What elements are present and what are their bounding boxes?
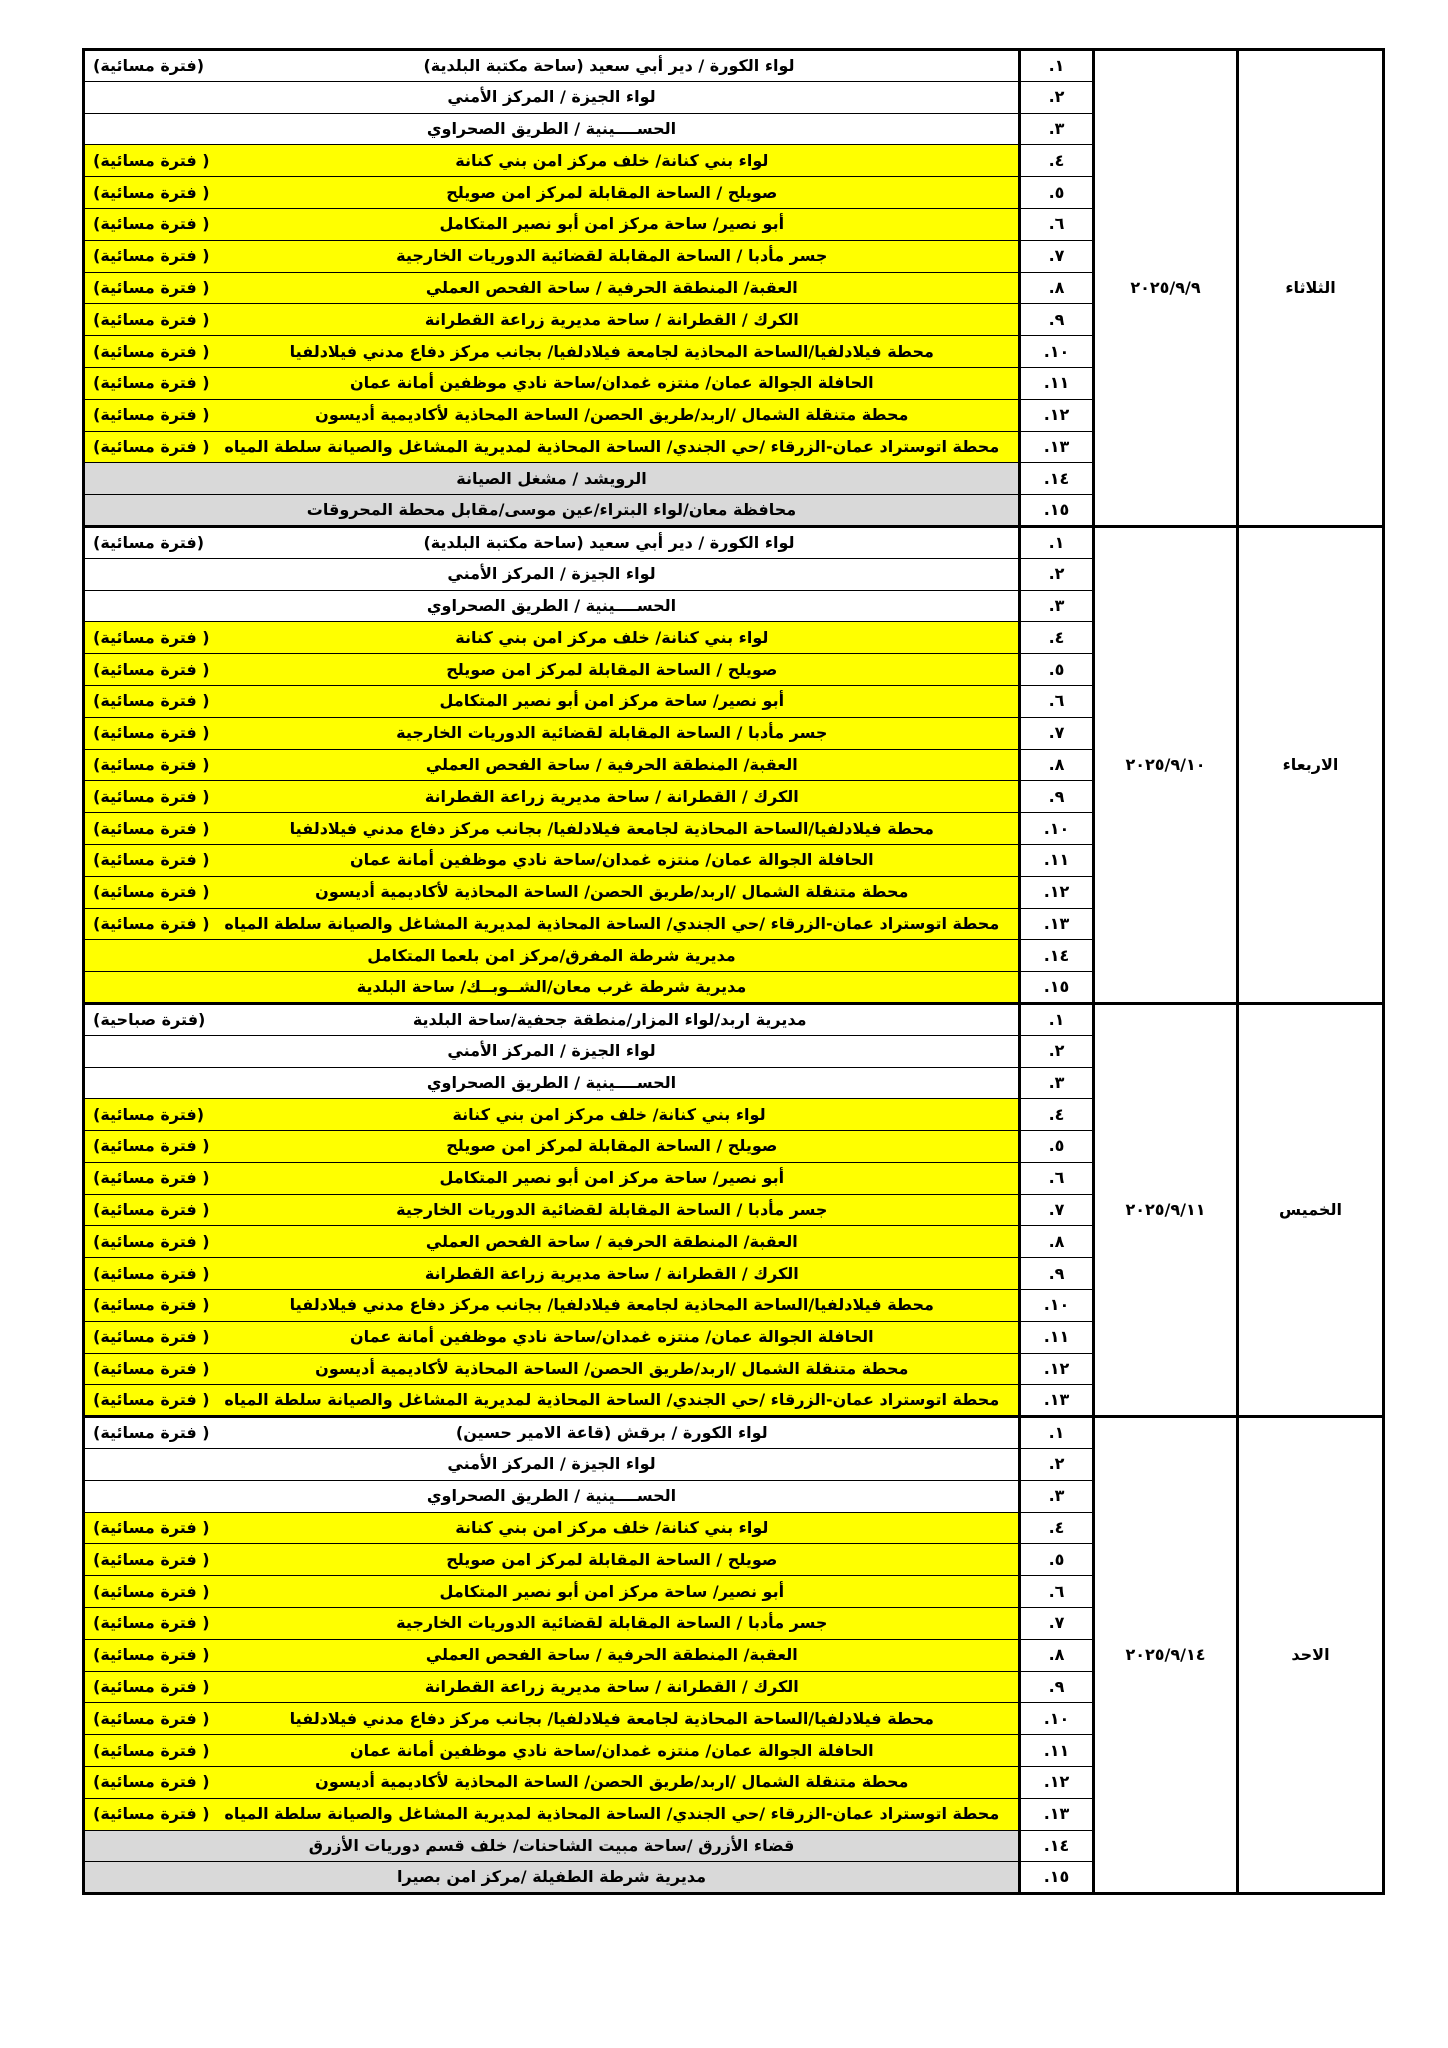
period-label: ( فترة مسائية) — [93, 1804, 210, 1824]
location-cell-content — [89, 532, 1014, 552]
location-cell-content — [89, 725, 1014, 741]
location-cell-content — [89, 1615, 1014, 1631]
location-cell-content — [89, 436, 1014, 456]
location-cell-content — [89, 407, 1014, 423]
location-cell — [84, 1003, 1020, 1035]
location-cell-content — [89, 1361, 1014, 1377]
location-cell — [84, 1417, 1020, 1449]
location-text: أبو نصير/ ساحة مركز امن أبو نصير المتكامل — [439, 1581, 785, 1601]
location-cell — [84, 685, 1020, 717]
location-cell-content — [89, 627, 1014, 647]
location-cell-content — [89, 1202, 1014, 1218]
location-cell-content — [89, 1170, 1014, 1186]
row-number: .٢ — [1020, 1449, 1094, 1481]
location-cell-content — [89, 1708, 1014, 1728]
location-text: الرويشد / مشغل الصيانة — [456, 468, 647, 488]
location-cell — [84, 1862, 1020, 1894]
location-cell — [84, 495, 1020, 527]
row-number: .٥ — [1020, 654, 1094, 686]
location-text: صويلح / الساحة المقابلة لمركز امن صويلح — [446, 1549, 778, 1569]
date-cell: ٢٠٢٥/٩/١١ — [1094, 1003, 1238, 1416]
location-cell-content — [89, 309, 1014, 329]
location-cell — [84, 590, 1020, 622]
location-cell — [84, 813, 1020, 845]
location-cell-content — [89, 375, 1014, 391]
location-text: الكرك / القطرانة / ساحة مديرية زراعة القطرانة — [424, 786, 799, 806]
location-text: صويلح / الساحة المقابلة لمركز امن صويلح — [446, 659, 778, 679]
row-number: .٤ — [1020, 145, 1094, 177]
period-label: (فترة مسائية) — [93, 532, 205, 552]
location-text: صويلح / الساحة المقابلة لمركز امن صويلح — [446, 182, 778, 202]
row-number: .١٠ — [1020, 336, 1094, 368]
day-cell: الاحد — [1238, 1417, 1384, 1894]
row-number: .٥ — [1020, 177, 1094, 209]
location-cell-content — [89, 1043, 1014, 1059]
location-cell — [84, 1321, 1020, 1353]
row-number: .٨ — [1020, 1226, 1094, 1258]
row-number: .٣ — [1020, 590, 1094, 622]
location-text: الحافلة الجوالة عمان/ منتزه غمدان/ساحة نادي موظفين أمانة عمان — [349, 1327, 874, 1347]
row-number: .١٥ — [1020, 972, 1094, 1004]
period-label: ( فترة مسائية) — [93, 1549, 210, 1569]
row-number: .٨ — [1020, 272, 1094, 304]
location-text: العقبة/ المنطقة الحرفية / ساحة الفحص العملي — [425, 1645, 798, 1665]
location-cell-content — [89, 341, 1014, 361]
location-cell-content — [89, 659, 1014, 679]
location-text: مديرية شرطة غرب معان/الشــوبــك/ ساحة البلدية — [356, 977, 747, 996]
location-cell — [84, 431, 1020, 463]
location-cell — [84, 972, 1020, 1004]
location-cell — [84, 463, 1020, 495]
period-label: ( فترة مسائية) — [93, 1359, 210, 1379]
location-cell — [84, 1798, 1020, 1830]
row-number: .٦ — [1020, 208, 1094, 240]
location-text: مديرية شرطة الطفيلة /مركز امن بصيرا — [397, 1867, 706, 1887]
period-label: ( فترة مسائية) — [93, 246, 210, 266]
location-text: مديرية اربد/لواء المزار/منطقة جحفية/ساحة البلدية — [412, 1009, 807, 1029]
row-number: .١٤ — [1020, 940, 1094, 972]
period-label: ( فترة مسائية) — [93, 214, 210, 234]
location-cell — [84, 1131, 1020, 1163]
row-number: .١٤ — [1020, 1830, 1094, 1862]
location-cell — [84, 1258, 1020, 1290]
location-cell — [84, 526, 1020, 558]
row-number: .٣ — [1020, 1480, 1094, 1512]
location-cell-content — [89, 150, 1014, 170]
location-cell-content — [89, 182, 1014, 202]
row-number: .٤ — [1020, 622, 1094, 654]
row-number: .٧ — [1020, 1608, 1094, 1640]
location-cell — [84, 336, 1020, 368]
location-text: لواء الجيزة / المركز الأمني — [447, 1041, 656, 1061]
day-cell: الثلاثاء — [1238, 50, 1384, 527]
location-text: لواء الجيزة / المركز الأمني — [447, 1454, 656, 1474]
location-cell-content — [89, 1679, 1014, 1695]
location-text: لواء الكورة / دير أبي سعيد (ساحة مكتبة البلدية) — [423, 55, 795, 75]
location-cell — [84, 1480, 1020, 1512]
location-cell — [84, 50, 1020, 82]
location-cell-content — [89, 55, 1014, 75]
location-cell — [84, 208, 1020, 240]
location-cell-content — [89, 786, 1014, 806]
row-number: .٦ — [1020, 1162, 1094, 1194]
row-number: .١٣ — [1020, 431, 1094, 463]
schedule-row — [84, 526, 1384, 558]
location-text: محافظة معان/لواء البتراء/عين موسى/مقابل محطة المحروقات — [306, 500, 797, 520]
location-cell — [84, 240, 1020, 272]
location-cell-content — [89, 566, 1014, 582]
location-text: محطة فيلادلفيا/الساحة المحاذية لجامعة فيلادلفيا/ بجانب مركز دفاع مدني فيلادلفيا — [289, 1708, 934, 1728]
period-label: ( فترة مسائية) — [93, 277, 210, 297]
location-text: أبو نصير/ ساحة مركز امن أبو نصير المتكامل — [439, 214, 785, 234]
location-text: الحافلة الجوالة عمان/ منتزه غمدان/ساحة نادي موظفين أمانة عمان — [349, 1740, 874, 1760]
row-number: .٨ — [1020, 749, 1094, 781]
location-cell-content — [89, 913, 1014, 933]
row-number: .١٥ — [1020, 495, 1094, 527]
location-text: جسر مأدبا / الساحة المقابلة لقضائية الدوريات الخارجية — [396, 723, 828, 743]
period-label: ( فترة مسائية) — [93, 913, 210, 933]
period-label: ( فترة مسائية) — [93, 182, 210, 202]
schedule-row — [84, 1003, 1384, 1035]
period-label: (فترة صباحية) — [93, 1009, 206, 1029]
location-cell-content — [89, 468, 1014, 488]
row-number: .٧ — [1020, 717, 1094, 749]
location-cell-content — [89, 1297, 1014, 1313]
location-text: لواء الجيزة / المركز الأمني — [447, 564, 656, 584]
location-text: لواء الكورة / برقش (قاعة الامير حسين) — [455, 1423, 768, 1443]
location-text: صويلح / الساحة المقابلة لمركز امن صويلح — [446, 1136, 778, 1156]
row-number: .١١ — [1020, 1735, 1094, 1767]
location-cell — [84, 717, 1020, 749]
location-cell — [84, 1608, 1020, 1640]
location-cell-content — [89, 1329, 1014, 1345]
location-text: العقبة/ المنطقة الحرفية / ساحة الفحص العملي — [425, 1231, 798, 1251]
row-number: .٥ — [1020, 1544, 1094, 1576]
row-number: .٨ — [1020, 1639, 1094, 1671]
row-number: .٢ — [1020, 558, 1094, 590]
period-label: ( فترة مسائية) — [93, 818, 210, 838]
location-text: قضاء الأزرق /ساحة مبيت الشاحنات/ خلف قسم دوريات الأزرق — [308, 1836, 795, 1856]
location-cell — [84, 1067, 1020, 1099]
period-label: ( فترة مسائية) — [93, 1263, 210, 1283]
location-text: محطة متنقلة الشمال /اربد/طريق الحصن/ الساحة المحاذية لأكاديمية أديسون — [315, 1772, 909, 1792]
period-label: ( فترة مسائية) — [93, 1613, 210, 1633]
location-cell-content — [89, 1104, 1014, 1124]
row-number: .١ — [1020, 50, 1094, 82]
location-text: محطة اتوستراد عمان-الزرقاء /حي الجندي/ الساحة المحاذية لمديرية المشاغل والصيانة سلطة المياه — [224, 1804, 1000, 1824]
location-cell — [84, 844, 1020, 876]
location-cell-content — [89, 1869, 1014, 1885]
location-cell — [84, 81, 1020, 113]
location-cell — [84, 1194, 1020, 1226]
location-text: محطة متنقلة الشمال /اربد/طريق الحصن/ الساحة المحاذية لأكاديمية أديسون — [315, 405, 909, 425]
location-cell — [84, 876, 1020, 908]
location-cell-content — [89, 1392, 1014, 1408]
period-label: ( فترة مسائية) — [93, 1136, 210, 1156]
period-label: ( فترة مسائية) — [93, 882, 210, 902]
location-cell-content — [89, 1774, 1014, 1790]
date-cell: ٢٠٢٥/٩/٩ — [1094, 50, 1238, 527]
row-number: .٤ — [1020, 1512, 1094, 1544]
location-cell — [84, 1290, 1020, 1322]
period-label: ( فترة مسائية) — [93, 1423, 210, 1443]
day-cell: الاربعاء — [1238, 526, 1384, 1003]
location-cell-content — [89, 1072, 1014, 1092]
row-number: .٦ — [1020, 685, 1094, 717]
period-label: ( فترة مسائية) — [93, 1518, 210, 1538]
location-text: مديرية شرطة المفرق/مركز امن بلعما المتكامل — [367, 945, 736, 965]
period-label: ( فترة مسائية) — [93, 659, 210, 679]
period-label: ( فترة مسائية) — [93, 754, 210, 774]
location-text: العقبة/ المنطقة الحرفية / ساحة الفحص العملي — [425, 754, 798, 774]
location-cell-content — [89, 1740, 1014, 1760]
row-number: .١٢ — [1020, 1353, 1094, 1385]
location-cell-content — [89, 1549, 1014, 1569]
row-number: .٩ — [1020, 1258, 1094, 1290]
location-cell-content — [89, 595, 1014, 615]
row-number: .٧ — [1020, 1194, 1094, 1226]
period-label: ( فترة مسائية) — [93, 850, 210, 870]
location-cell — [84, 654, 1020, 686]
row-number: .٦ — [1020, 1576, 1094, 1608]
row-number: .١١ — [1020, 1321, 1094, 1353]
location-cell — [84, 113, 1020, 145]
row-number: .١ — [1020, 1417, 1094, 1449]
location-text: الحســــينية / الطريق الصحراوي — [426, 118, 677, 138]
row-number: .٣ — [1020, 113, 1094, 145]
location-text: لواء الكورة / دير أبي سعيد (ساحة مكتبة البلدية) — [423, 532, 795, 552]
period-label: ( فترة مسائية) — [93, 1327, 210, 1347]
period-label: ( فترة مسائية) — [93, 1708, 210, 1728]
location-cell-content — [89, 818, 1014, 838]
location-cell-content — [89, 945, 1014, 965]
location-cell — [84, 1639, 1020, 1671]
location-cell — [84, 1703, 1020, 1735]
location-cell — [84, 1671, 1020, 1703]
location-text: لواء بني كنانة/ خلف مركز امن بني كنانة — [455, 627, 769, 647]
period-label: ( فترة مسائية) — [93, 341, 210, 361]
period-label: ( فترة مسائية) — [93, 1390, 210, 1410]
location-cell-content — [89, 118, 1014, 138]
location-cell-content — [89, 277, 1014, 297]
day-cell: الخميس — [1238, 1003, 1384, 1416]
location-cell-content — [89, 1425, 1014, 1441]
row-number: .١١ — [1020, 844, 1094, 876]
period-label: ( فترة مسائية) — [93, 723, 210, 743]
location-cell — [84, 399, 1020, 431]
location-text: جسر مأدبا / الساحة المقابلة لقضائية الدوريات الخارجية — [396, 246, 828, 266]
period-label: ( فترة مسائية) — [93, 1645, 210, 1665]
location-text: محطة اتوستراد عمان-الزرقاء /حي الجندي/ الساحة المحاذية لمديرية المشاغل والصيانة سلطة المياه — [224, 436, 1000, 456]
row-number: .٩ — [1020, 781, 1094, 813]
location-text: جسر مأدبا / الساحة المقابلة لقضائية الدوريات الخارجية — [396, 1200, 828, 1220]
row-number: .١٥ — [1020, 1862, 1094, 1894]
location-cell-content — [89, 1806, 1014, 1822]
location-text: لواء بني كنانة/ خلف مركز امن بني كنانة — [455, 150, 769, 170]
row-number: .٤ — [1020, 1099, 1094, 1131]
location-text: محطة متنقلة الشمال /اربد/طريق الحصن/ الساحة المحاذية لأكاديمية أديسون — [315, 1359, 909, 1379]
location-cell — [84, 1512, 1020, 1544]
row-number: .١٣ — [1020, 1798, 1094, 1830]
period-label: ( فترة مسائية) — [93, 1677, 210, 1697]
location-text: لواء بني كنانة/ خلف مركز امن بني كنانة — [452, 1104, 766, 1124]
schedule-row — [84, 50, 1384, 82]
row-number: .١٣ — [1020, 1385, 1094, 1417]
location-cell — [84, 1449, 1020, 1481]
period-label: ( فترة مسائية) — [93, 1200, 210, 1220]
location-text: الحســــينية / الطريق الصحراوي — [426, 1072, 677, 1092]
location-cell — [84, 1162, 1020, 1194]
row-number: .١٠ — [1020, 1290, 1094, 1322]
row-number: .١٢ — [1020, 399, 1094, 431]
period-label: ( فترة مسائية) — [93, 627, 210, 647]
row-number: .١٢ — [1020, 1767, 1094, 1799]
location-cell — [84, 1353, 1020, 1385]
location-cell — [84, 1099, 1020, 1131]
location-text: لواء بني كنانة/ خلف مركز امن بني كنانة — [455, 1518, 769, 1538]
location-cell-content — [89, 693, 1014, 709]
period-label: ( فترة مسائية) — [93, 150, 210, 170]
row-number: .١٤ — [1020, 463, 1094, 495]
location-text: جسر مأدبا / الساحة المقابلة لقضائية الدوريات الخارجية — [396, 1613, 828, 1633]
row-number: .٥ — [1020, 1131, 1094, 1163]
location-cell-content — [89, 1231, 1014, 1251]
location-cell-content — [89, 1138, 1014, 1154]
row-number: .١١ — [1020, 367, 1094, 399]
location-cell — [84, 749, 1020, 781]
row-number: .٩ — [1020, 1671, 1094, 1703]
location-text: محطة فيلادلفيا/الساحة المحاذية لجامعة فيلادلفيا/ بجانب مركز دفاع مدني فيلادلفيا — [289, 818, 934, 838]
schedule-body — [84, 50, 1384, 1894]
row-number: .١٠ — [1020, 813, 1094, 845]
period-label: (فترة مسائية) — [93, 55, 205, 75]
location-cell-content — [89, 248, 1014, 264]
period-label: ( فترة مسائية) — [93, 373, 210, 393]
period-label: ( فترة مسائية) — [93, 1581, 210, 1601]
location-cell-content — [89, 89, 1014, 105]
location-text: أبو نصير/ ساحة مركز امن أبو نصير المتكامل — [439, 1168, 785, 1188]
location-text: الحافلة الجوالة عمان/ منتزه غمدان/ساحة نادي موظفين أمانة عمان — [349, 850, 874, 870]
location-cell — [84, 177, 1020, 209]
row-number: .١٣ — [1020, 908, 1094, 940]
location-cell-content — [89, 1581, 1014, 1601]
location-cell-content — [89, 1520, 1014, 1536]
location-cell — [84, 1735, 1020, 1767]
location-text: الحســــينية / الطريق الصحراوي — [426, 1486, 677, 1506]
location-text: محطة فيلادلفيا/الساحة المحاذية لجامعة فيلادلفيا/ بجانب مركز دفاع مدني فيلادلفيا — [289, 341, 934, 361]
location-cell — [84, 1385, 1020, 1417]
location-cell — [84, 908, 1020, 940]
location-cell — [84, 1226, 1020, 1258]
location-cell-content — [89, 1009, 1014, 1029]
location-text: العقبة/ المنطقة الحرفية / ساحة الفحص العملي — [425, 277, 798, 297]
location-cell-content — [89, 502, 1014, 518]
row-number: .٢ — [1020, 1035, 1094, 1067]
location-cell-content — [89, 1263, 1014, 1283]
location-cell — [84, 1544, 1020, 1576]
location-cell-content — [89, 852, 1014, 868]
location-text: محطة اتوستراد عمان-الزرقاء /حي الجندي/ الساحة المحاذية لمديرية المشاغل والصيانة سلطة المياه — [224, 913, 1000, 933]
location-cell-content — [89, 216, 1014, 232]
location-cell — [84, 622, 1020, 654]
location-cell — [84, 1035, 1020, 1067]
period-label: ( فترة مسائية) — [93, 309, 210, 329]
period-label: ( فترة مسائية) — [93, 1231, 210, 1251]
period-label: ( فترة مسائية) — [93, 1168, 210, 1188]
period-label: ( فترة مسائية) — [93, 691, 210, 711]
row-number: .١ — [1020, 1003, 1094, 1035]
row-number: .١٠ — [1020, 1703, 1094, 1735]
period-label: (فترة مسائية) — [93, 1104, 205, 1124]
location-cell — [84, 145, 1020, 177]
location-cell — [84, 781, 1020, 813]
location-cell — [84, 272, 1020, 304]
location-text: محطة متنقلة الشمال /اربد/طريق الحصن/ الساحة المحاذية لأكاديمية أديسون — [315, 882, 909, 902]
location-cell — [84, 940, 1020, 972]
date-cell: ٢٠٢٥/٩/١٤ — [1094, 1417, 1238, 1894]
schedule-row — [84, 1417, 1384, 1449]
row-number: .١ — [1020, 526, 1094, 558]
location-text: الحســــينية / الطريق الصحراوي — [426, 595, 677, 615]
location-cell — [84, 367, 1020, 399]
location-cell — [84, 1576, 1020, 1608]
location-cell — [84, 304, 1020, 336]
location-cell-content — [89, 754, 1014, 774]
period-label: ( فترة مسائية) — [93, 1740, 210, 1760]
location-text: الكرك / القطرانة / ساحة مديرية زراعة القطرانة — [424, 1263, 799, 1283]
period-label: ( فترة مسائية) — [93, 786, 210, 806]
row-number: .٣ — [1020, 1067, 1094, 1099]
row-number: .٢ — [1020, 81, 1094, 113]
period-label: ( فترة مسائية) — [93, 1295, 210, 1315]
location-text: الكرك / القطرانة / ساحة مديرية زراعة القطرانة — [424, 309, 799, 329]
location-text: لواء الجيزة / المركز الأمني — [447, 87, 656, 107]
location-text: محطة اتوستراد عمان-الزرقاء /حي الجندي/ الساحة المحاذية لمديرية المشاغل والصيانة سلطة المياه — [224, 1390, 1000, 1410]
period-label: ( فترة مسائية) — [93, 436, 210, 456]
location-cell-content — [89, 1488, 1014, 1504]
location-cell-content — [89, 1647, 1014, 1663]
location-text: الكرك / القطرانة / ساحة مديرية زراعة القطرانة — [424, 1677, 799, 1697]
period-label: ( فترة مسائية) — [93, 1772, 210, 1792]
location-cell-content — [89, 1838, 1014, 1854]
schedule-table — [82, 48, 1385, 1895]
row-number: .٧ — [1020, 240, 1094, 272]
location-text: أبو نصير/ ساحة مركز امن أبو نصير المتكامل — [439, 691, 785, 711]
period-label: ( فترة مسائية) — [93, 405, 210, 425]
location-cell-content — [89, 884, 1014, 900]
date-cell: ٢٠٢٥/٩/١٠ — [1094, 526, 1238, 1003]
location-cell — [84, 1767, 1020, 1799]
row-number: .١٢ — [1020, 876, 1094, 908]
location-cell-content — [89, 979, 1014, 995]
location-cell — [84, 1830, 1020, 1862]
location-cell-content — [89, 1456, 1014, 1472]
location-text: محطة فيلادلفيا/الساحة المحاذية لجامعة فيلادلفيا/ بجانب مركز دفاع مدني فيلادلفيا — [289, 1295, 934, 1315]
location-cell — [84, 558, 1020, 590]
location-text: الحافلة الجوالة عمان/ منتزه غمدان/ساحة نادي موظفين أمانة عمان — [349, 373, 874, 393]
row-number: .٩ — [1020, 304, 1094, 336]
